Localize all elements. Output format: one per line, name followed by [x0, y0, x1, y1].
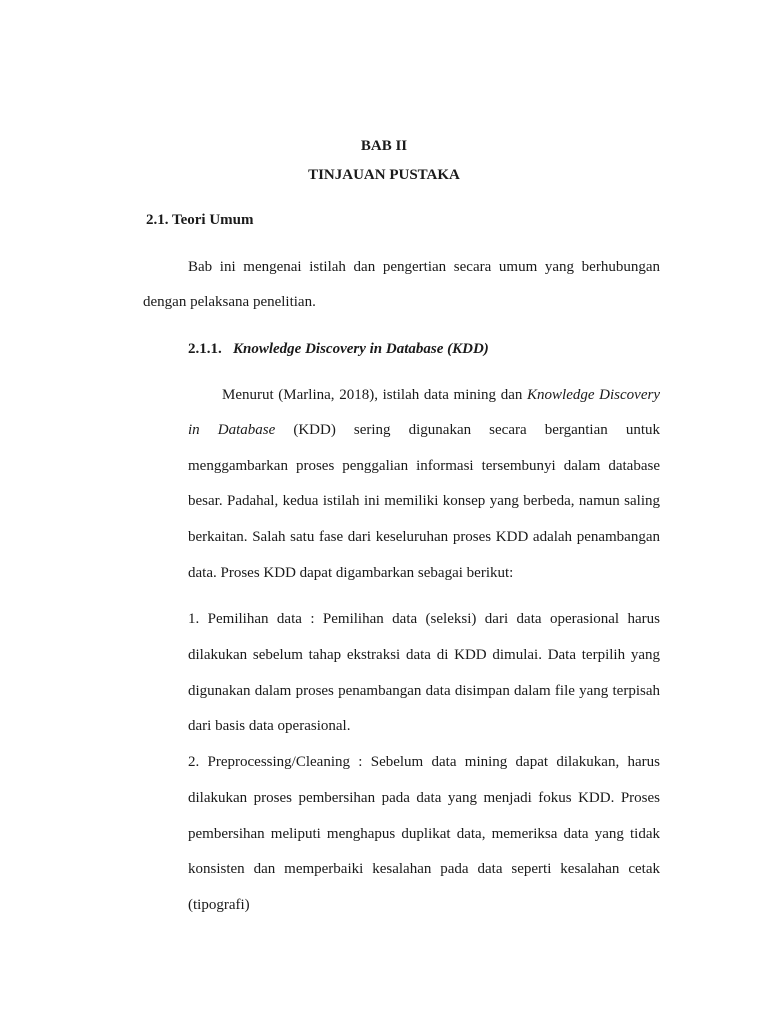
text-run: (KDD) sering digunakan secara bergantian untuk: [275, 422, 660, 438]
chapter-title: TINJAUAN PUSTAKA: [308, 167, 460, 183]
paragraph-line: [222, 386, 660, 404]
paragraph-line: besar. Padahal, kedua istilah ini memiliki konsep yang berbeda, namun saling: [188, 493, 660, 509]
section-title: Knowledge Discovery in Database (KDD): [233, 341, 489, 357]
paragraph-line: [188, 421, 660, 439]
list-item-line: konsisten dan memperbaiki kesalahan pada data seperti kesalahan cetak: [188, 861, 660, 877]
term-italic: Knowledge Discovery: [527, 387, 660, 403]
list-item-line: dilakukan proses pembersihan pada data yang menjadi fokus KDD. Proses: [188, 790, 660, 806]
paragraph-line: berkaitan. Salah satu fase dari keseluruhan proses KDD adalah penambangan: [188, 529, 660, 545]
list-item-line: dari basis data operasional.: [188, 718, 351, 734]
section-number: 2.1.1.: [188, 341, 222, 357]
paragraph-line: Bab ini mengenai istilah dan pengertian secara umum yang berhubungan: [188, 259, 660, 275]
list-item-line: pembersihan meliputi menghapus duplikat data, memeriksa data yang tidak: [188, 826, 660, 842]
list-item-line: 2. Preprocessing/Cleaning : Sebelum data mining dapat dilakukan, harus: [188, 754, 660, 770]
list-item-line: digunakan dalam proses penambangan data disimpan dalam file yang terpisah: [188, 683, 660, 699]
list-item-line: (tipografi): [188, 897, 250, 913]
list-item-line: 1. Pemilihan data : Pemilihan data (seleksi) dari data operasional harus: [188, 611, 660, 627]
term-italic: in Database: [188, 422, 276, 438]
list-item-line: dilakukan sebelum tahap ekstraksi data di KDD dimulai. Data terpilih yang: [188, 647, 660, 663]
paragraph-line: data. Proses KDD dapat digambarkan sebagai berikut:: [188, 565, 514, 581]
paragraph-line: menggambarkan proses penggalian informasi tersembunyi dalam database: [188, 458, 660, 474]
text-run: Menurut (Marlina, 2018), istilah data mining dan: [222, 387, 528, 403]
section-heading-2-1: 2.1. Teori Umum: [146, 212, 254, 228]
section-heading-2-1-1: [188, 340, 489, 358]
chapter-number: BAB II: [360, 138, 408, 154]
paragraph-line: dengan pelaksana penelitian.: [143, 294, 316, 310]
